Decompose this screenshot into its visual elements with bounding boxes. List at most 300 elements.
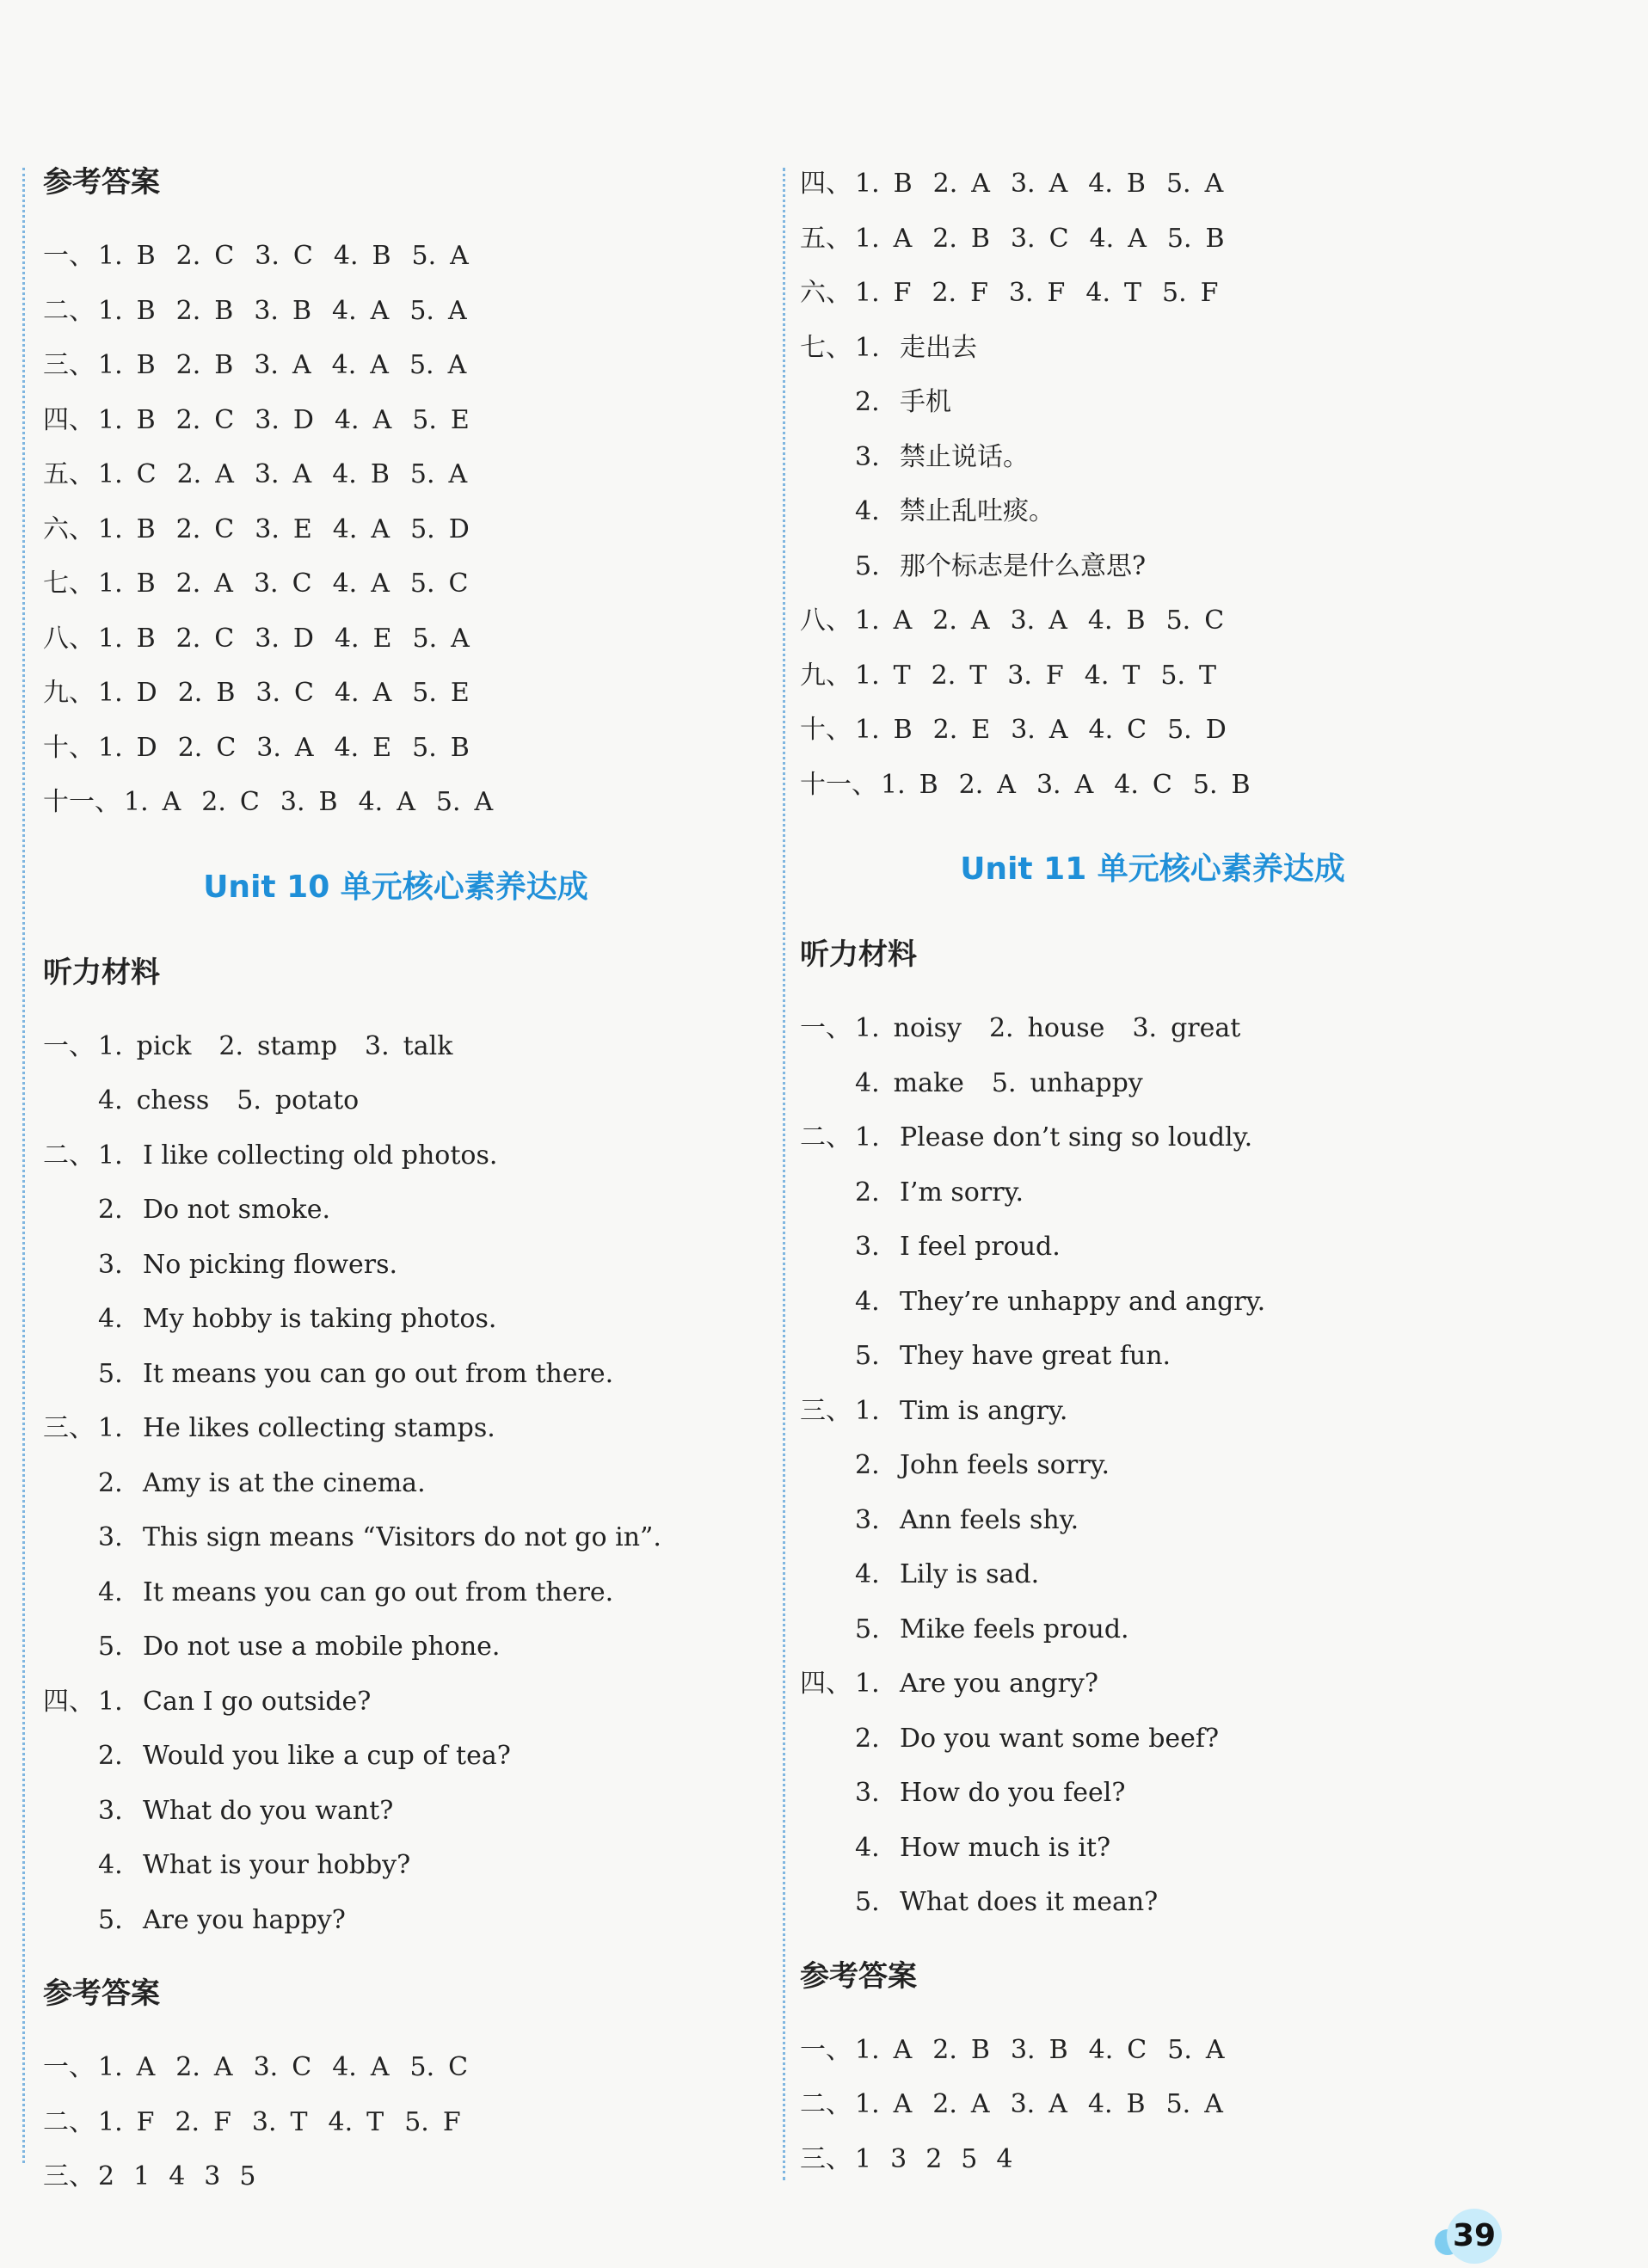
word-item [855,1056,964,1111]
sentence-row [800,430,1505,485]
item-answer: C [214,241,235,271]
answer-item [176,502,235,557]
item-number: 5. [409,295,434,326]
sequence-value: 2 [98,2161,115,2191]
item-number: 2. [175,2106,200,2137]
item-number: 2. [98,1195,123,1225]
item-answer: B [372,241,391,271]
item-text: Lily is sad. [900,1559,1040,1589]
item-answer: A [213,2052,233,2082]
section-number: 一、 [800,1013,852,1043]
item-answer: B [318,787,338,817]
item-number: 2. [175,569,201,599]
item-answer: C [1152,769,1172,800]
item-number: 4. [1085,278,1110,308]
item-text: What do you want? [143,1795,394,1826]
item-text: 禁止乱吐痰。 [900,496,1055,526]
item-number: 2. [855,1177,880,1208]
answer-item [1085,266,1141,321]
sentence-row [800,1875,1505,1930]
section-number: 十一、 [43,787,120,817]
answer-row [800,157,1505,212]
listening-section-3 [43,1401,748,1675]
item-number: 1. [855,660,880,691]
answer-item [1036,758,1093,813]
answer-item [124,775,181,830]
word-row [43,1019,748,1074]
item-number: 2. [175,295,201,326]
section-number: 三、 [800,2143,852,2174]
item-number: 3. [256,732,281,763]
answer-item [932,593,989,648]
item-text: Are you angry? [900,1669,1098,1699]
answer-item [409,2040,468,2095]
answer-row [43,284,748,339]
listening-heading: 听力材料 [800,937,917,972]
item-answer: A [893,223,913,254]
section-number: 五、 [43,459,95,489]
item-answer: B [893,169,913,199]
item-number: 1. [98,459,123,489]
answer-item [252,2095,308,2150]
answer-item [404,2095,460,2150]
sentence-row [43,1238,748,1293]
sequence-value: 3 [204,2161,221,2191]
word-item [365,1019,452,1074]
item-answer: C [292,2052,312,2082]
item-number: 3. [1010,605,1036,636]
answer-row [800,703,1505,758]
item-number: 5. [404,2106,429,2137]
answer-item [409,338,466,393]
item-number: 1. [855,1395,880,1426]
item-text: Ann feels shy. [900,1504,1079,1535]
item-answer: B [136,350,156,380]
answer-item [412,229,469,284]
section-number: 四、 [43,1686,95,1717]
item-answer: A [447,295,467,326]
item-number: 4. [332,2052,357,2082]
item-number: 3. [855,441,880,472]
item-answer: B [292,295,312,326]
section-number: 九、 [43,678,95,708]
answer-item [932,2023,990,2078]
sentence-row [43,1675,748,1730]
listening-section-4 [800,1656,1505,1930]
answer-item [98,721,157,776]
answer-item [332,338,389,393]
answer-item [1114,758,1172,813]
section-number: 一、 [43,241,95,271]
answer-item [1011,593,1067,648]
answer-row [800,2023,1505,2078]
section-number: 十、 [800,715,852,745]
item-answer: F [1047,278,1066,308]
item-text: Do not smoke. [143,1195,330,1225]
word-item [237,1073,359,1128]
left-column [43,155,748,2204]
sentence-row [800,1165,1505,1220]
item-word: pick [136,1030,192,1061]
item-number: 4. [332,513,358,544]
word-row [800,1056,1505,1111]
item-text: I feel proud. [900,1232,1061,1262]
item-number: 1. [98,1686,123,1717]
word-item [992,1056,1143,1111]
item-number: 3. [365,1030,390,1061]
answer-item [335,612,392,667]
sentence-row [43,1292,748,1347]
answer-item [256,721,313,776]
item-text: It means you can go out from there. [143,1358,614,1389]
item-answer: D [1205,715,1227,745]
item-number: 2. [175,513,201,544]
sentence-row [800,539,1505,594]
item-answer: B [1205,223,1225,254]
item-answer: F [136,2106,155,2137]
item-answer: B [970,223,990,254]
item-word: great [1171,1013,1241,1043]
item-number: 3. [1132,1013,1158,1043]
item-word: house [1027,1013,1105,1043]
answer-item [98,393,156,448]
item-number: 3. [255,678,280,708]
answer-item [855,266,911,321]
item-text: They have great fun. [900,1341,1171,1371]
item-number: 5. [1167,715,1192,745]
listening-section-2 [800,1110,1505,1384]
item-number: 2. [175,2052,200,2082]
answer-rows [800,2023,1505,2132]
answer-item [1089,2023,1147,2078]
item-number: 1. [98,2052,123,2082]
item-answer: A [1048,715,1068,745]
item-number: 5. [855,1887,880,1917]
item-answer: T [1123,278,1141,308]
item-answer: F [893,278,912,308]
item-number: 3. [280,787,305,817]
item-answer: T [893,660,911,691]
item-number: 4. [332,295,357,326]
item-number: 1. [98,678,123,708]
answer-item [255,229,313,284]
item-number: 4. [98,1304,123,1334]
item-word: make [893,1067,964,1098]
section-number: 三、 [43,2161,95,2191]
answer-item [1009,266,1065,321]
answer-item [1166,157,1223,212]
sequence-value: 4 [996,2143,1013,2174]
item-number: 2. [931,660,956,691]
item-answer: B [214,350,234,380]
item-number: 1. [855,169,880,199]
item-answer: A [372,678,392,708]
answers-heading: 参考答案 [43,1976,160,2011]
answer-item [176,393,235,448]
item-answer: B [136,513,156,544]
section-number: 二、 [43,2106,95,2137]
item-number: 1. [98,513,123,544]
word-item [1132,1001,1240,1056]
answer-row [43,2040,748,2095]
answer-item [881,758,938,813]
section-number: 一、 [800,2034,852,2065]
item-number: 1. [124,787,149,817]
item-answer: F [1200,278,1219,308]
answer-row [800,758,1505,813]
item-number: 2. [855,1450,880,1480]
item-answer: B [136,295,156,326]
answer-item [255,612,314,667]
item-text: I’m sorry. [900,1177,1024,1208]
word-item [98,1019,191,1074]
item-answer: A [292,350,311,380]
item-number: 1. [855,2089,880,2119]
item-answer: E [450,678,470,708]
sentence-row [800,1656,1505,1712]
item-number: 3. [855,1504,880,1535]
item-answer: B [216,678,236,708]
item-number: 1. [855,2034,880,2065]
sentence-row [800,1275,1505,1330]
item-number: 1. [98,1140,123,1171]
item-number: 5. [409,569,435,599]
answer-item [98,612,156,667]
item-number: 3. [1011,715,1036,745]
answer-row [43,229,748,284]
answer-item [933,703,991,758]
answer-item [333,502,390,557]
item-answer: B [893,715,913,745]
answer-item [177,447,234,502]
answer-item [1167,703,1227,758]
item-number: 3. [253,569,279,599]
item-number: 1. [855,1122,880,1152]
sentence-row [800,375,1505,430]
answer-section-7 [800,321,1505,594]
answer-item [333,556,390,612]
answer-item [412,721,470,776]
sentence-row [800,1602,1505,1657]
item-number: 1. [98,241,123,271]
sentence-row [43,1128,748,1183]
sentence-row [800,1220,1505,1275]
answer-item [410,502,470,557]
answer-item [1089,703,1147,758]
answer-item [175,2040,232,2095]
section-number: 四、 [800,1669,852,1699]
item-number: 1. [855,1669,880,1699]
word-item [98,1073,209,1128]
page-number: 39 [1447,2209,1502,2264]
section-number: 四、 [43,404,95,435]
item-answer: C [214,513,235,544]
item-number: 2. [855,387,880,417]
item-answer: C [292,569,312,599]
item-word: noisy [893,1013,962,1043]
answer-rows [43,2040,748,2149]
item-answer: A [1204,169,1224,199]
item-answer: C [448,569,469,599]
answer-item [1088,157,1146,212]
item-number: 3. [855,1232,880,1262]
item-answer: A [1128,223,1147,254]
answer-item [1011,703,1067,758]
item-answer: C [1127,715,1147,745]
item-text: Mike feels proud. [900,1613,1129,1644]
item-answer: B [1231,769,1251,800]
answer-item [932,266,987,321]
item-word: chess [136,1085,210,1116]
answer-item [1167,2023,1224,2078]
item-number: 4. [855,1559,880,1589]
item-number: 5. [412,623,438,654]
answer-item [410,447,467,502]
section-number: 一、 [43,1030,95,1061]
section-number: 三、 [43,350,95,380]
item-number: 5. [1166,223,1192,254]
item-text: It means you can go out from there. [143,1577,614,1607]
answer-item [359,775,415,830]
answer-item [436,775,493,830]
sentence-row [800,1766,1505,1821]
section-number: 六、 [43,513,95,544]
item-number: 3. [254,350,279,380]
item-answer: A [1205,2034,1225,2065]
word-item [989,1001,1104,1056]
item-answer: C [292,241,313,271]
sequence-value: 2 [925,2143,943,2174]
answer-row [43,502,748,557]
section-number: 八、 [800,605,852,636]
answer-item [255,447,311,502]
unit-title: Unit 10 单元核心素养达成 [203,869,588,905]
sequence-value: 4 [169,2161,186,2191]
item-answer: A [1074,769,1094,800]
item-number: 2. [932,715,958,745]
sentence-row [800,1547,1505,1602]
answer-item [98,447,157,502]
answer-item [855,2077,912,2132]
item-text: Amy is at the cinema. [143,1467,426,1498]
item-answer: A [294,732,314,763]
answer-item [855,593,912,648]
answer-item [176,338,234,393]
item-number: 1. [855,1013,880,1043]
item-answer: A [997,769,1016,800]
sentence-row [43,1401,748,1456]
item-number: 4. [334,678,360,708]
item-number: 5. [1192,769,1218,800]
item-answer: A [162,787,181,817]
item-number: 3. [1036,769,1061,800]
answer-item [334,229,391,284]
item-number: 2. [177,732,203,763]
answer-item [176,612,235,667]
item-number: 4. [332,459,357,489]
item-answer: A [448,459,468,489]
sentence-row [800,1712,1505,1767]
section-number: 三、 [800,1395,852,1426]
answer-row [43,775,748,830]
item-number: 4. [855,1067,880,1098]
item-number: 2. [988,1013,1014,1043]
item-answer: A [970,2089,990,2119]
answer-item [1011,2023,1068,2078]
item-word: unhappy [1030,1067,1143,1098]
answer-item [855,703,913,758]
item-text: What is your hobby? [143,1850,411,1880]
item-number: 5. [98,1904,123,1935]
answer-item [1160,648,1216,704]
item-number: 4. [332,569,358,599]
item-number: 2. [98,1467,123,1498]
item-text: What does it mean? [900,1887,1159,1917]
item-answer: C [1204,605,1225,636]
sequence-value: 5 [239,2161,256,2191]
item-text: 那个标志是什么意思? [900,550,1147,581]
answer-item [178,666,236,721]
item-answer: C [293,678,314,708]
answer-item [98,556,156,612]
answer-item [1011,2077,1067,2132]
item-answer: B [370,459,390,489]
item-text: No picking flowers. [143,1249,398,1280]
item-number: 1. [855,278,880,308]
item-text: Would you like a cup of tea? [143,1741,511,1771]
item-number: 3. [251,2106,277,2137]
item-word: talk [403,1030,453,1061]
answer-item [1162,266,1218,321]
answer-item [855,2023,912,2078]
answer-item [855,212,912,267]
item-number: 1. [98,2106,123,2137]
item-number: 5. [855,550,880,581]
item-answer: F [213,2106,231,2137]
sentence-row [800,1438,1505,1493]
item-number: 1. [98,295,123,326]
item-number: 5. [435,787,461,817]
answer-item [254,2040,312,2095]
section-number: 十一、 [800,769,877,800]
answer-row [800,2077,1505,2132]
item-answer: C [1127,2034,1147,2065]
item-text: Tim is angry. [900,1395,1068,1426]
item-number: 3. [1007,660,1032,691]
item-answer: A [370,2052,390,2082]
section-number: 二、 [800,1122,852,1152]
item-number: 4. [1089,223,1115,254]
item-answer: A [893,2034,913,2065]
answer-item [1011,212,1069,267]
item-number: 4. [1087,2089,1113,2119]
answer-row [43,666,748,721]
section-number: 三、 [43,1413,95,1443]
item-answer: A [1048,605,1067,636]
item-number: 5. [410,513,435,544]
item-answer: A [893,605,913,636]
word-row [800,1001,1505,1056]
item-number: 4. [1088,715,1114,745]
item-answer: B [450,732,470,763]
item-answer: F [970,278,988,308]
answers-heading: 参考答案 [800,1958,917,1994]
answer-item [176,229,235,284]
item-number: 5. [1167,2034,1192,2065]
item-number: 3. [1010,223,1036,254]
sequence-row [800,2132,1505,2187]
answer-row [43,393,748,448]
